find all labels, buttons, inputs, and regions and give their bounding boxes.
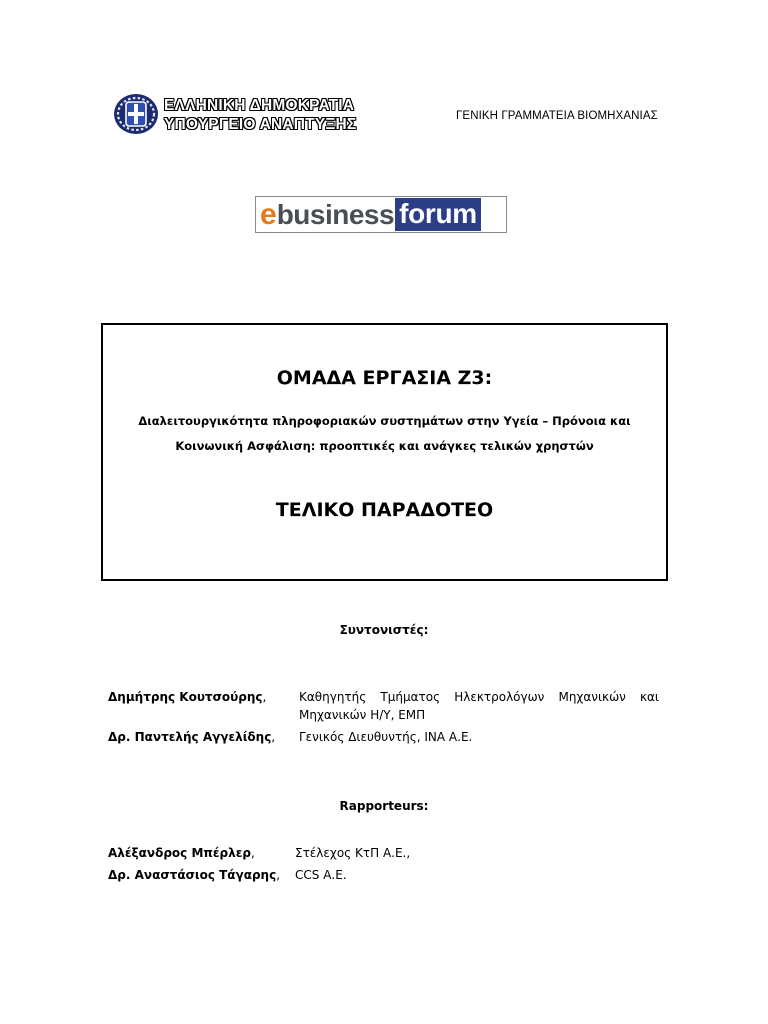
coordinator-1-comma: , xyxy=(262,690,267,704)
coordinator-2-name: Δρ. Παντελής Αγγελίδης xyxy=(108,730,272,744)
coordinator-1-name-row xyxy=(108,688,266,706)
rapporteur-2-comma: , xyxy=(276,868,281,882)
logo-business: business xyxy=(276,198,395,230)
subtitle-line-1: Διαλειτουργικότητα πληροφοριακών συστημάτων στην Υγεία – Πρόνοια και xyxy=(138,414,631,428)
ministry-line-1: ΕΛΛΗΝΙΚΗ ΔΗΜΟΚΡΑΤΙΑ xyxy=(164,97,355,114)
coordinator-1-role-line-2: Μηχανικών Η/Υ, ΕΜΠ xyxy=(299,708,426,722)
coordinator-1-role-line-1: Καθηγητής Τμήματος Ηλεκτρολόγων Μηχανικών και xyxy=(299,690,659,704)
coordinator-2-comma: , xyxy=(271,730,276,744)
logo-forum: forum xyxy=(395,198,481,231)
coordinator-1-name: Δημήτρης Κουτσούρης xyxy=(108,690,263,704)
rapporteur-2-name-row xyxy=(108,866,280,884)
greek-emblem-icon xyxy=(112,92,160,136)
ebusiness-forum-logo xyxy=(255,196,507,233)
coordinator-2-role: Γενικός Διευθυντής, ΙΝΑ Α.Ε. xyxy=(299,730,473,744)
rapporteur-1-comma: , xyxy=(251,846,255,860)
rapporteurs-heading: Rapporteurs: xyxy=(339,799,429,813)
coordinator-1-role xyxy=(299,688,659,724)
logo-e: e xyxy=(260,197,277,231)
ministry-logo xyxy=(112,92,362,140)
working-group-title: ΟΜΑΔΑ ΕΡΓΑΣΙΑ Ζ3: xyxy=(276,367,493,389)
coordinators-heading: Συντονιστές: xyxy=(339,623,429,637)
rapporteur-1-name: Αλέξανδρος Μπέρλερ xyxy=(108,846,252,860)
ministry-line-2: ΥΠΟΥΡΓΕΙΟ ΑΝΑΠΤΥΞΗΣ xyxy=(164,116,357,133)
subtitle-line-2: Κοινωνική Ασφάλιση: προοπτικές και ανάγκες τελικών χρηστών xyxy=(175,439,594,453)
coordinator-2-name-row xyxy=(108,728,275,746)
working-group-subtitle xyxy=(103,409,666,459)
secretariat-name: ΓΕΝΙΚΗ ΓΡΑΜΜΑΤΕΙΑ ΒΙΟΜΗΧΑΝΙΑΣ xyxy=(456,110,658,122)
title-box xyxy=(101,323,668,581)
rapporteur-2-role: CCS Α.Ε. xyxy=(295,868,347,882)
deliverable-title: ΤΕΛΙΚΟ ΠΑΡΑΔΟΤΕΟ xyxy=(275,499,494,521)
rapporteur-2-name: Δρ. Αναστάσιος Τάγαρης xyxy=(108,868,277,882)
rapporteur-1-name-row xyxy=(108,844,255,862)
rapporteur-1-role: Στέλεχος ΚτΠ Α.Ε., xyxy=(295,846,411,860)
